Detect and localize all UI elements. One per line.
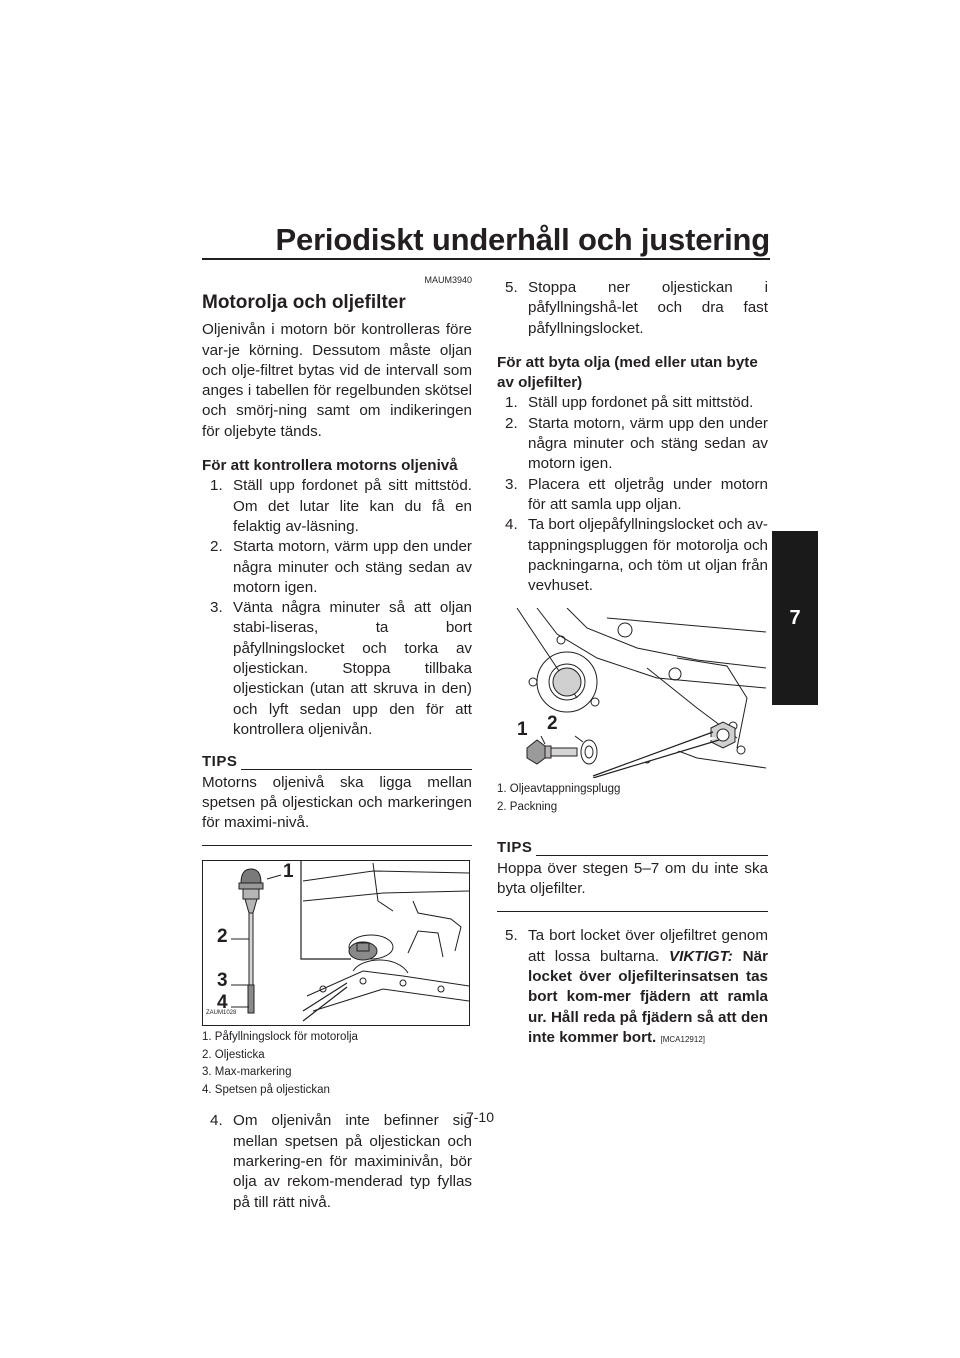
tips-header: [497, 838, 768, 858]
check-steps: [202, 476, 472, 740]
header-rule: [202, 258, 770, 260]
list-item: [202, 1111, 472, 1212]
step-text: Ta bort locket över oljefiltret genom att lossa bultarna.: [528, 927, 768, 965]
tips-end-rule: [497, 911, 768, 912]
step-number: 2.: [505, 414, 518, 432]
list-item: [202, 598, 472, 740]
list-item: [497, 926, 768, 1050]
tips-text: Motorns oljenivå ska ligga mellan spetsen på oljestickan och markeringen för maximi-nivå.: [202, 773, 472, 832]
filter-steps: [497, 926, 768, 1050]
step-number: 3.: [210, 599, 223, 617]
right-column: [497, 278, 768, 1050]
check-level-subheading: För att kontrollera motorns oljenivå: [202, 457, 458, 475]
step-number: 2.: [210, 538, 223, 556]
intro-paragraph: Oljenivån i motorn bör kontrolleras före var-je körning. Dessutom måste oljan och olje-filtret bytas vid de intervall som anges i tabellen för regelbunden skötsel och smörj-ning samt om indikeringen för oljebyte tänds.: [202, 321, 472, 440]
tips-rule: [241, 769, 472, 770]
check-steps-continued: [202, 1111, 472, 1212]
tips-header: [202, 752, 472, 772]
callout-label: 1: [283, 861, 294, 883]
list-item: [497, 278, 768, 339]
step-text: Starta motorn, värm upp den under några minuter och stäng sedan av motorn igen.: [528, 414, 768, 473]
list-item: [497, 515, 768, 596]
dipstick-figure: [202, 860, 470, 1026]
list-item: [202, 476, 472, 537]
tips-label: TIPS: [202, 753, 238, 771]
step-number: 3.: [505, 475, 518, 493]
callout-label: 2: [217, 926, 228, 948]
callout-label: 3: [217, 970, 228, 992]
tips-end-rule: [202, 845, 472, 846]
section-code: MAUM3940: [424, 275, 472, 285]
legend-item: 4. Spetsen på oljestickan: [202, 1083, 330, 1096]
step-text: Placera ett oljetråg under motorn för att samla upp oljan.: [528, 475, 768, 513]
drain-plug-figure: [497, 608, 766, 778]
warning-text: När locket över oljefilterinsatsen tas bort kom-mer fjädern att ramla ur. Håll reda på fjädern så att den inte kommer bort.: [528, 947, 768, 1046]
step-number: 5.: [505, 927, 518, 945]
page-title: Periodiskt underhåll och justering: [275, 222, 770, 257]
step-number: 4.: [505, 516, 518, 534]
change-steps: [497, 393, 768, 596]
change-oil-subheading: För att byta olja (med eller utan byte av oljefilter): [497, 353, 758, 392]
step-text: Ställ upp fordonet på sitt mittstöd.: [528, 394, 754, 412]
callout-label: 1: [517, 719, 528, 741]
page-number: 7-10: [465, 1109, 495, 1125]
dipstick-legend: [202, 1029, 472, 1099]
step-number: 1.: [210, 477, 223, 495]
drain-plug-legend: [497, 781, 768, 816]
check-steps-end: [497, 278, 768, 339]
list-item: [497, 393, 768, 413]
callout-label: 4: [217, 992, 228, 1014]
tips-label: TIPS: [497, 839, 533, 857]
legend-item: 1. Påfyllningslock för motorolja: [202, 1031, 358, 1044]
step-text: Om oljenivån inte befinner sig mellan spetsen på oljestickan och markering-en för maximinivån, bör olja av rekom-menderad typ fyllas på till rätt nivå.: [233, 1112, 472, 1211]
list-item: [497, 475, 768, 516]
warning-label: VIKTIGT:: [668, 947, 733, 965]
tips-text: Hoppa över stegen 5–7 om du inte ska byta oljefilter.: [497, 859, 768, 898]
step-text: Ställ upp fordonet på sitt mittstöd. Om det lutar lite kan du få en felaktig av-läsning.: [233, 477, 472, 535]
step-text: Vänta några minuter så att oljan stabi-liseras, ta bort påfyllningslocket och torka av oljestickan. Stoppa tillbaka oljestickan (utan att skruva in den) och lyft sedan upp den för att kontrollera oljenivån.: [233, 599, 472, 738]
step-number: 4.: [210, 1112, 223, 1130]
list-item: [202, 537, 472, 598]
list-item: [497, 414, 768, 475]
step-text: Stoppa ner oljestickan i påfyllningshå-let och dra fast påfyllningslocket.: [528, 279, 768, 337]
section-heading: Motorolja och oljefilter: [202, 292, 406, 314]
dipstick-illustration: [203, 861, 469, 1025]
tips-rule: [536, 855, 768, 856]
legend-item: 3. Max-markering: [202, 1066, 292, 1079]
warning-code: [MCA12912]: [660, 1034, 705, 1044]
legend-item: 1. Oljeavtappningsplugg: [497, 783, 621, 796]
step-number: 5.: [505, 279, 518, 296]
callout-label: 2: [547, 713, 558, 735]
legend-item: 2. Oljesticka: [202, 1048, 265, 1061]
legend-item: 2. Packning: [497, 800, 558, 813]
step-number: 1.: [505, 394, 518, 412]
figure-code: ZAUM1028: [206, 1010, 237, 1017]
chapter-tab: 7: [772, 531, 818, 705]
left-column: [202, 270, 472, 1213]
drain-plug-illustration: [497, 608, 766, 778]
step-text: Ta bort oljepåfyllningslocket och av-tappningspluggen för motorolja och packningarna, och töm ut oljan från vevhuset.: [528, 516, 768, 595]
step-text: Starta motorn, värm upp den under några minuter och stäng sedan av motorn igen.: [233, 538, 472, 596]
